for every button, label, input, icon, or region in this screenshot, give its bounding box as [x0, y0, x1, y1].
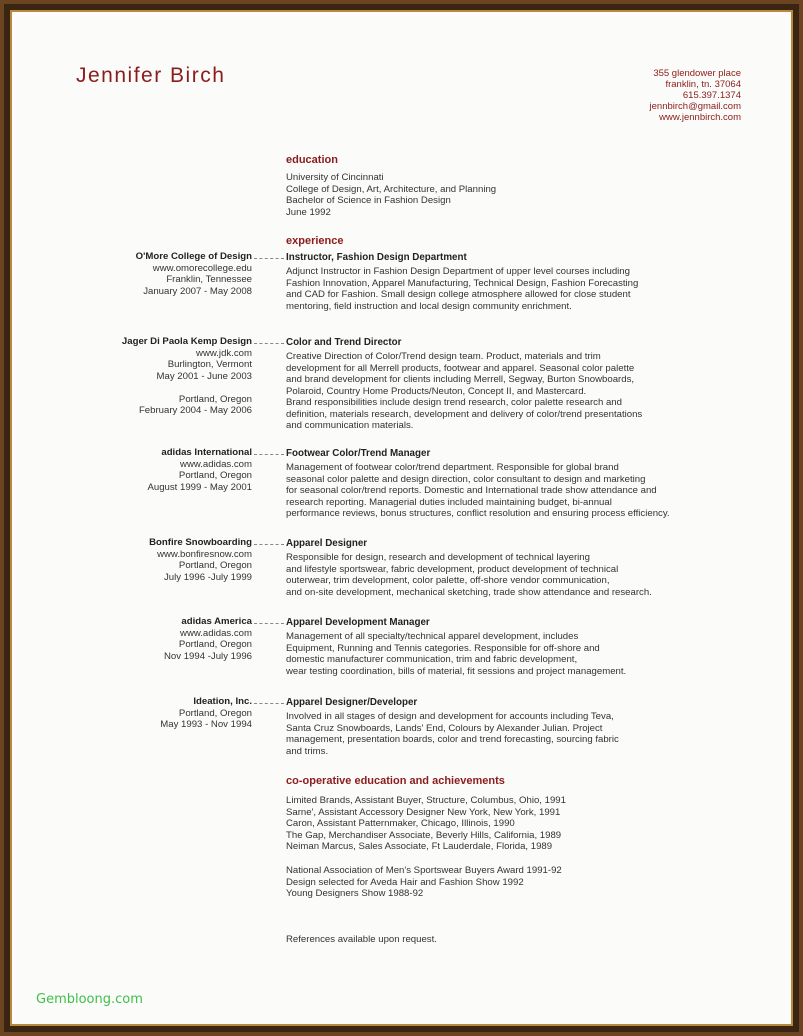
coop-heading: co-operative education and achievements — [286, 775, 505, 787]
experience-heading: experience — [286, 235, 344, 247]
award-line: Young Designers Show 1988-92 — [286, 888, 424, 899]
education-heading: education — [286, 154, 338, 166]
job-role: Footwear Color/Trend Manager — [286, 448, 431, 459]
desc-line: seasonal color palette and design direction, color consultant to design and marketing — [286, 473, 646, 485]
job-org: adidas America — [181, 616, 252, 627]
desc-line: mentoring, field instruction and local design community enrichment. — [286, 300, 572, 312]
job-meta-line: Portland, Oregon — [178, 470, 252, 481]
desc-line: Involved in all stages of design and development for accounts including Teva, — [286, 711, 614, 722]
dash-divider — [254, 703, 284, 704]
education-line: Bachelor of Science in Fashion Design — [286, 195, 451, 206]
award-line: National Association of Men's Sportswear Buyers Award 1991-92 — [286, 865, 562, 876]
job-org: Bonfire Snowboarding — [149, 537, 252, 548]
desc-line: Creative Direction of Color/Trend design team. Product, materials and trim — [286, 351, 601, 362]
contact-address: 355 glendower place — [653, 68, 741, 79]
desc-line: Santa Cruz Snowboards, Lands' End, Colours by Alexander Julian. Project — [286, 722, 603, 734]
contact-email: jennbirch@gmail.com — [649, 101, 741, 112]
desc-line: and communication materials. — [286, 420, 414, 431]
desc-line: for seasonal color/trend reports. Domestic and International trade show attendance and — [286, 485, 657, 496]
desc-line: and trims. — [286, 745, 329, 757]
job-meta-line: July 1996 -July 1999 — [164, 571, 252, 583]
resume-page — [12, 12, 799, 1032]
job-meta-line: Portland, Oregon — [178, 639, 252, 650]
frame-mat — [10, 10, 793, 1026]
desc-line: Management of footwear color/trend department. Responsible for global brand — [286, 462, 619, 473]
job-meta-line: www.bonfiresnow.com — [157, 548, 252, 560]
job-meta — [52, 537, 252, 583]
coop-line: Caron, Assistant Patternmaker, Chicago, Illinois, 1990 — [286, 818, 515, 829]
desc-line: and CAD for Fashion. Small design college atmosphere allowed for close student — [286, 289, 631, 300]
desc-line: Responsible for design, research and development of technical layering — [286, 552, 590, 563]
watermark: Gembloong.com — [36, 992, 143, 1007]
coop-block — [286, 795, 746, 853]
job-meta — [52, 616, 252, 662]
job-description — [286, 266, 746, 312]
job-role: Apparel Designer — [286, 538, 368, 549]
job-description — [286, 552, 746, 598]
job-meta-line: Portland, Oregon — [178, 560, 252, 571]
job-meta-line: August 1999 - May 2001 — [147, 481, 252, 493]
desc-line: Management of all specialty/technical apparel development, includes — [286, 631, 579, 642]
job-org: O'More College of Design — [135, 251, 252, 262]
education-line: June 1992 — [286, 206, 331, 218]
job-meta-line: www.omorecollege.edu — [152, 262, 252, 274]
dash-divider — [254, 258, 284, 259]
dash-divider — [254, 544, 284, 545]
desc-line: wear testing coordination, bills of material, fit sessions and project management. — [286, 665, 627, 677]
job-description — [286, 711, 746, 757]
desc-line: Equipment, Running and Tennis categories. Responsible for off-shore and — [286, 642, 600, 654]
job-org: adidas International — [161, 447, 252, 458]
job-role: Color and Trend Director — [286, 337, 402, 348]
dash-divider — [254, 343, 284, 344]
job-description — [286, 462, 746, 520]
coop-line: Sarne', Assistant Accessory Designer New York, New York, 1991 — [286, 806, 561, 818]
contact-phone: 615.397.1374 — [682, 90, 741, 101]
coop-line: Neiman Marcus, Sales Associate, Ft Lauderdale, Florida, 1989 — [286, 841, 553, 852]
job-meta-line: January 2007 - May 2008 — [143, 285, 252, 297]
job-meta — [52, 447, 252, 493]
education-block — [286, 172, 746, 218]
contact-city: franklin, tn. 37064 — [665, 79, 741, 90]
job-meta-line: www.jdk.com — [196, 347, 252, 359]
desc-line: research reporting. Managerial duties included maintaining budget, bi-annual — [286, 496, 612, 508]
job-role: Apparel Development Manager — [286, 617, 430, 628]
job-meta-line: Portland, Oregon — [178, 707, 252, 719]
job-meta-line: Nov 1994 -July 1996 — [164, 650, 252, 662]
desc-line: performance reviews, bonus structures, conflict resolution and ensuring process efficiency. — [286, 508, 670, 519]
job-meta — [52, 696, 252, 731]
job-meta-line: Burlington, Vermont — [167, 359, 252, 370]
dash-divider — [254, 623, 284, 624]
job-meta-line: February 2004 - May 2006 — [138, 405, 252, 416]
job-meta-line: May 1993 - Nov 1994 — [160, 719, 252, 730]
job-meta-line: Franklin, Tennessee — [166, 274, 252, 285]
job-org: Jager Di Paola Kemp Design — [121, 336, 252, 347]
awards-block — [286, 865, 746, 900]
resume-name: Jennifer Birch — [76, 64, 226, 87]
contact-website: www.jennbirch.com — [659, 112, 741, 123]
job-meta-line: Portland, Oregon — [178, 393, 252, 405]
job-role: Apparel Designer/Developer — [286, 697, 418, 708]
award-line: Design selected for Aveda Hair and Fashion Show 1992 — [286, 876, 524, 888]
job-org: Ideation, Inc. — [193, 696, 252, 707]
desc-line: Brand responsibilities include design trend research, color palette research and — [286, 397, 622, 408]
references-note: References available upon request. — [286, 934, 437, 945]
desc-line: and lifestyle sportswear, fabric development, product development of technical — [286, 563, 619, 575]
education-line: College of Design, Art, Architecture, and Planning — [286, 183, 497, 195]
job-meta-line: May 2001 - June 2003 — [156, 370, 252, 382]
desc-line: Fashion Innovation, Apparel Manufacturing, Technical Design, Fashion Forecasting — [286, 277, 639, 289]
desc-line: domestic manufacturer communication, trim and fabric development, — [286, 654, 578, 665]
dash-divider — [254, 454, 284, 455]
desc-line: definition, materials research, development and delivery of color/trend presentations — [286, 408, 643, 420]
job-meta-line: www.adidas.com — [180, 627, 252, 639]
desc-line: Adjunct Instructor in Fashion Design Department of upper level courses including — [286, 266, 630, 277]
education-line: University of Cincinnati — [286, 172, 384, 183]
job-meta — [52, 251, 252, 297]
job-description — [286, 631, 746, 677]
desc-line: and brand development for clients including Merrell, Segway, Burton Snowboards, — [286, 374, 635, 385]
job-description — [286, 351, 746, 432]
desc-line: development for all Merrell products, footwear and apparel. Seasonal color palette — [286, 362, 635, 374]
job-meta-line: www.adidas.com — [180, 458, 252, 470]
job-role: Instructor, Fashion Design Department — [286, 252, 467, 263]
job-meta-line — [52, 382, 252, 394]
coop-line: Limited Brands, Assistant Buyer, Structure, Columbus, Ohio, 1991 — [286, 795, 566, 806]
job-meta — [52, 336, 252, 417]
desc-line: and on-site development, mechanical sketching, trade show attendance and research. — [286, 586, 652, 598]
contact-block — [521, 68, 741, 123]
coop-line: The Gap, Merchandiser Associate, Beverly Hills, California, 1989 — [286, 829, 562, 841]
desc-line: outerwear, trim development, color palette, off-shore vendor communication, — [286, 575, 610, 586]
desc-line: management, presentation boards, color and trend forecasting, sourcing fabric — [286, 734, 619, 745]
desc-line: Polaroid, Country Home Products/Neuton, Concept II, and Mastercard. — [286, 385, 587, 397]
